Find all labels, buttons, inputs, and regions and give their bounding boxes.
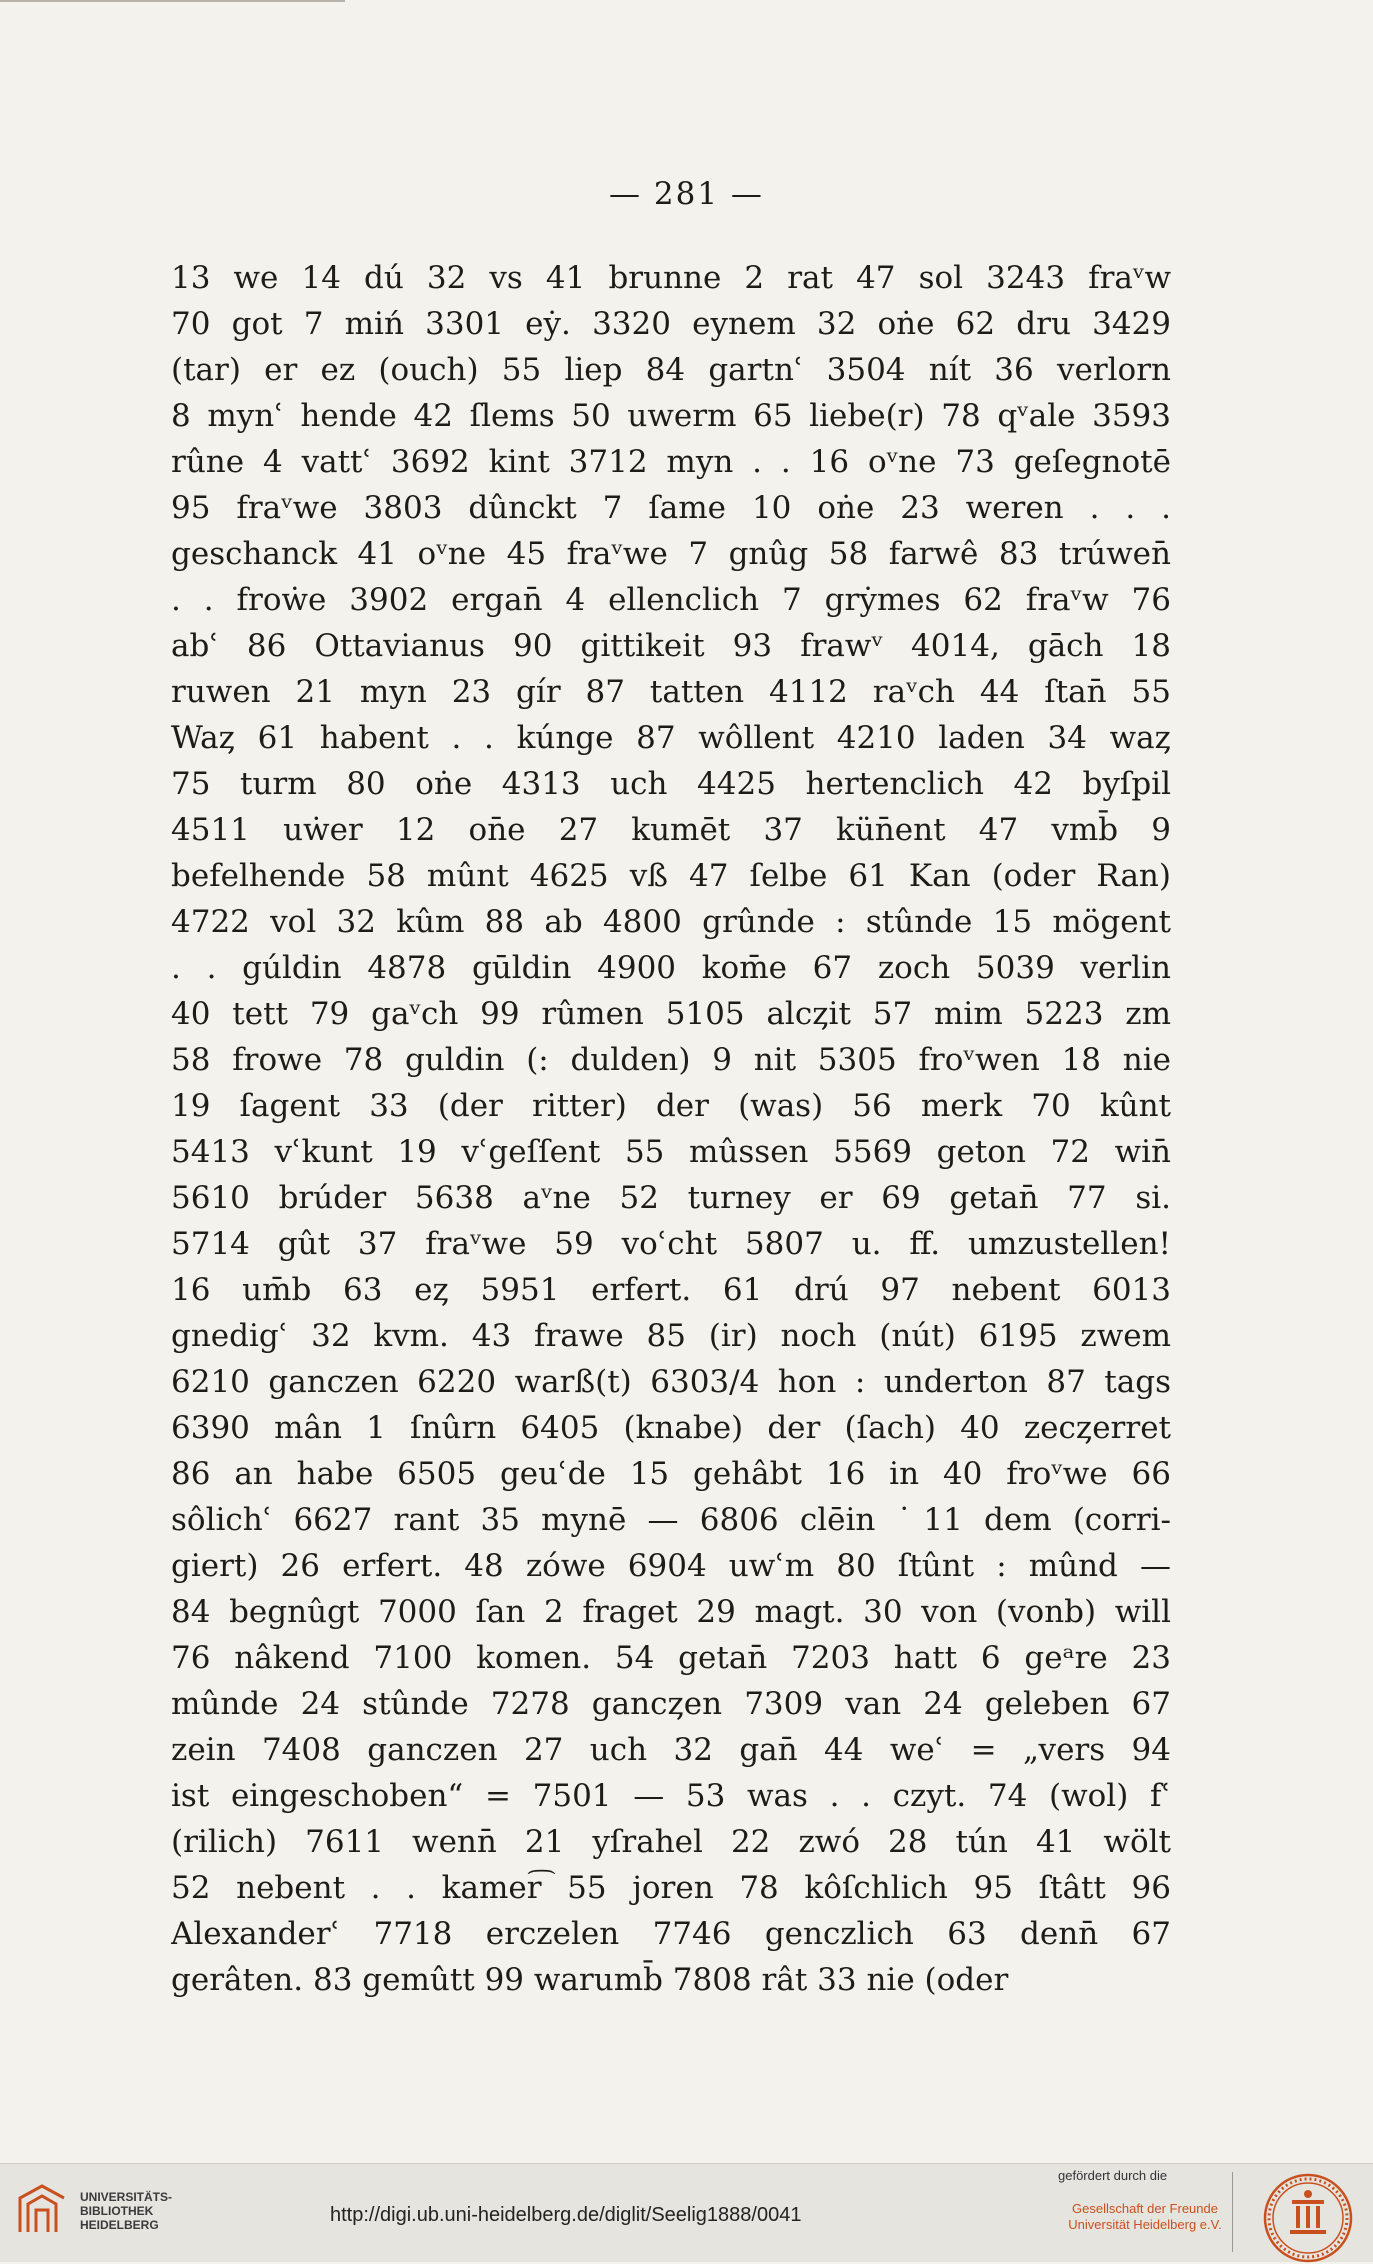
university-seal-icon[interactable] xyxy=(1262,2172,1354,2264)
text-line: 76 nâkend 7100 komen. 54 getan̄ 7203 hatt 6 geᵃre 23 xyxy=(171,1640,1171,1676)
sponsor-label: gefördert durch die xyxy=(1058,2168,1168,2183)
text-line: . . froẇe 3902 ergan̄ 4 ellenclich 7 grẏmes 62 fraᵛw 76 xyxy=(171,582,1171,618)
library-name-line2: BIBLIOTHEK xyxy=(80,2204,154,2218)
library-name-line1: UNIVERSITÄTS- xyxy=(80,2190,173,2204)
sponsor-divider xyxy=(1232,2172,1233,2252)
text-line: 95 fraᵛwe 3803 dûnckt 7 ſame 10 oṅe 23 weren . . . xyxy=(171,490,1171,526)
text-line: giert) 26 erfert. 48 zówe 6904 uwʿm 80 ſtûnt : mûnd — xyxy=(171,1548,1171,1584)
text-line: . . gúldin 4878 gūldin 4900 kom̄e 67 zoch 5039 verlin xyxy=(171,950,1171,986)
text-line: 84 begnûgt 7000 ſan 2 fraget 29 magt. 30 von (vonb) will xyxy=(171,1594,1171,1630)
text-line: sôlichʿ 6627 rant 35 mynē — 6806 clēin ˙11 dem (corri- xyxy=(171,1502,1171,1538)
sponsor-org[interactable] xyxy=(1052,2201,1238,2233)
text-line: geschanck 41 oᵛne 45 fraᵛwe 7 gnûg 58 farwê 83 trúwen̄ xyxy=(171,536,1171,572)
text-line: 40 tett 79 gaᵛch 99 rûmen 5105 alcȥit 57 mim 5223 zm xyxy=(171,996,1171,1032)
text-line: abʿ 86 Ottavianus 90 gittikeit 93 frawᵛ 4014, gāch 18 xyxy=(171,628,1171,664)
text-line: 13 we 14 dú 32 vs 41 brunne 2 rat 47 sol 3243 fraᵛw xyxy=(171,260,1171,296)
text-line: 70 got 7 miń 3301 eẏ. 3320 eynem 32 oṅe 62 dru 3429 xyxy=(171,306,1171,342)
text-line: 4722 vol 32 kûm 88 ab 4800 grûnde : stûnde 15 mögent xyxy=(171,904,1171,940)
text-line: 6210 ganczen 6220 warß(t) 6303/4 hon : underton 87 tags xyxy=(171,1364,1171,1400)
library-name-line3: HEIDELBERG xyxy=(80,2218,159,2232)
permalink-url[interactable]: http://digi.ub.uni-heidelberg.de/diglit/Seelig1888/0041 xyxy=(330,2204,802,2226)
text-line: zein 7408 ganczen 27 uch 32 gan̄ 44 weʿ = „vers 94 xyxy=(171,1732,1171,1768)
sponsor-org-line2: Universität Heidelberg e.V. xyxy=(1068,2217,1222,2232)
text-line: 5714 gût 37 fraᵛwe 59 voʿcht 5807 u. ff. umzustellen! xyxy=(171,1226,1171,1262)
library-logo-icon[interactable] xyxy=(12,2178,74,2240)
text-line: Waȥ 61 habent . . kúnge 87 wôllent 4210 laden 34 waȥ xyxy=(171,720,1171,756)
text-line: (tar) er ez (ouch) 55 liep 84 gartnʿ 3504 nít 36 verlorn xyxy=(171,352,1171,388)
text-line: gerâten. 83 gemûtt 99 warumb̄ 7808 rât 33 nie (oder xyxy=(171,1962,1009,1998)
text-line: befelhende 58 mûnt 4625 vß 47 ſelbe 61 Kan (oder Ran) xyxy=(171,858,1171,894)
text-line: gnedigʿ 32 kvm. 43 frawe 85 (ir) noch (nút) 6195 zwem xyxy=(171,1318,1171,1354)
text-line: rûne 4 vattʿ 3692 kint 3712 myn . . 16 oᵛne 73 geſegnotē xyxy=(171,444,1171,480)
sponsor-block xyxy=(1052,2168,1238,2233)
text-line: 52 nebent . . kamer͡ 55 joren 78 kôſchlich 95 ſtâtt 96 xyxy=(171,1870,1171,1906)
text-line: 16 um̄b 63 eȥ 5951 erfert. 61 drú 97 nebent 6013 xyxy=(171,1272,1171,1308)
text-line: 19 ſagent 33 (der ritter) der (was) 56 merk 70 kûnt xyxy=(171,1088,1171,1124)
text-line: Alexanderʿ 7718 erczelen 7746 genczlich 63 denn̄ 67 xyxy=(171,1916,1171,1952)
text-line: 4511 uẇer 12 on̄e 27 kumēt 37 kün̄ent 47 vmb̄ 9 xyxy=(171,812,1171,848)
top-edge-rule xyxy=(0,0,345,2)
text-line: (rilich) 7611 wenn̄ 21 yſrahel 22 zwó 28 tún 41 wölt xyxy=(171,1824,1171,1860)
text-line: 58 frowe 78 guldin (: dulden) 9 nit 5305 froᵛwen 18 nie xyxy=(171,1042,1171,1078)
sponsor-org-line1: Gesellschaft der Freunde xyxy=(1072,2201,1218,2216)
text-line: 75 turm 80 oṅe 4313 uch 4425 hertenclich 42 byſpil xyxy=(171,766,1171,802)
footer-bar xyxy=(0,2163,1373,2262)
page-number: — 281 — xyxy=(609,176,764,212)
text-line: ist eingeschoben“ = 7501 — 53 was . . czyt. 74 (wol) fʿ xyxy=(171,1778,1171,1814)
text-line: 8 mynʿ hende 42 ſlems 50 uwerm 65 liebe(r) 78 qᵛale 3593 xyxy=(171,398,1171,434)
text-line: ruwen 21 myn 23 gír 87 tatten 4112 raᵛch 44 ſtan̄ 55 xyxy=(171,674,1171,710)
text-line: 5610 brúder 5638 aᵛne 52 turney er 69 getan̄ 77 si. xyxy=(171,1180,1171,1216)
text-line: 86 an habe 6505 geuʿde 15 gehâbt 16 in 40 froᵛwe 66 xyxy=(171,1456,1171,1492)
text-line: 5413 vʿkunt 19 vʿgeſſent 55 mûssen 5569 geton 72 win̄ xyxy=(171,1134,1171,1170)
text-line: 6390 mân 1 ſnûrn 6405 (knabe) der (ſach) 40 zecȥerret xyxy=(171,1410,1171,1446)
text-body xyxy=(171,255,1171,2003)
text-line: mûnde 24 stûnde 7278 gancȥen 7309 van 24 geleben 67 xyxy=(171,1686,1171,1722)
library-name xyxy=(80,2190,172,2232)
